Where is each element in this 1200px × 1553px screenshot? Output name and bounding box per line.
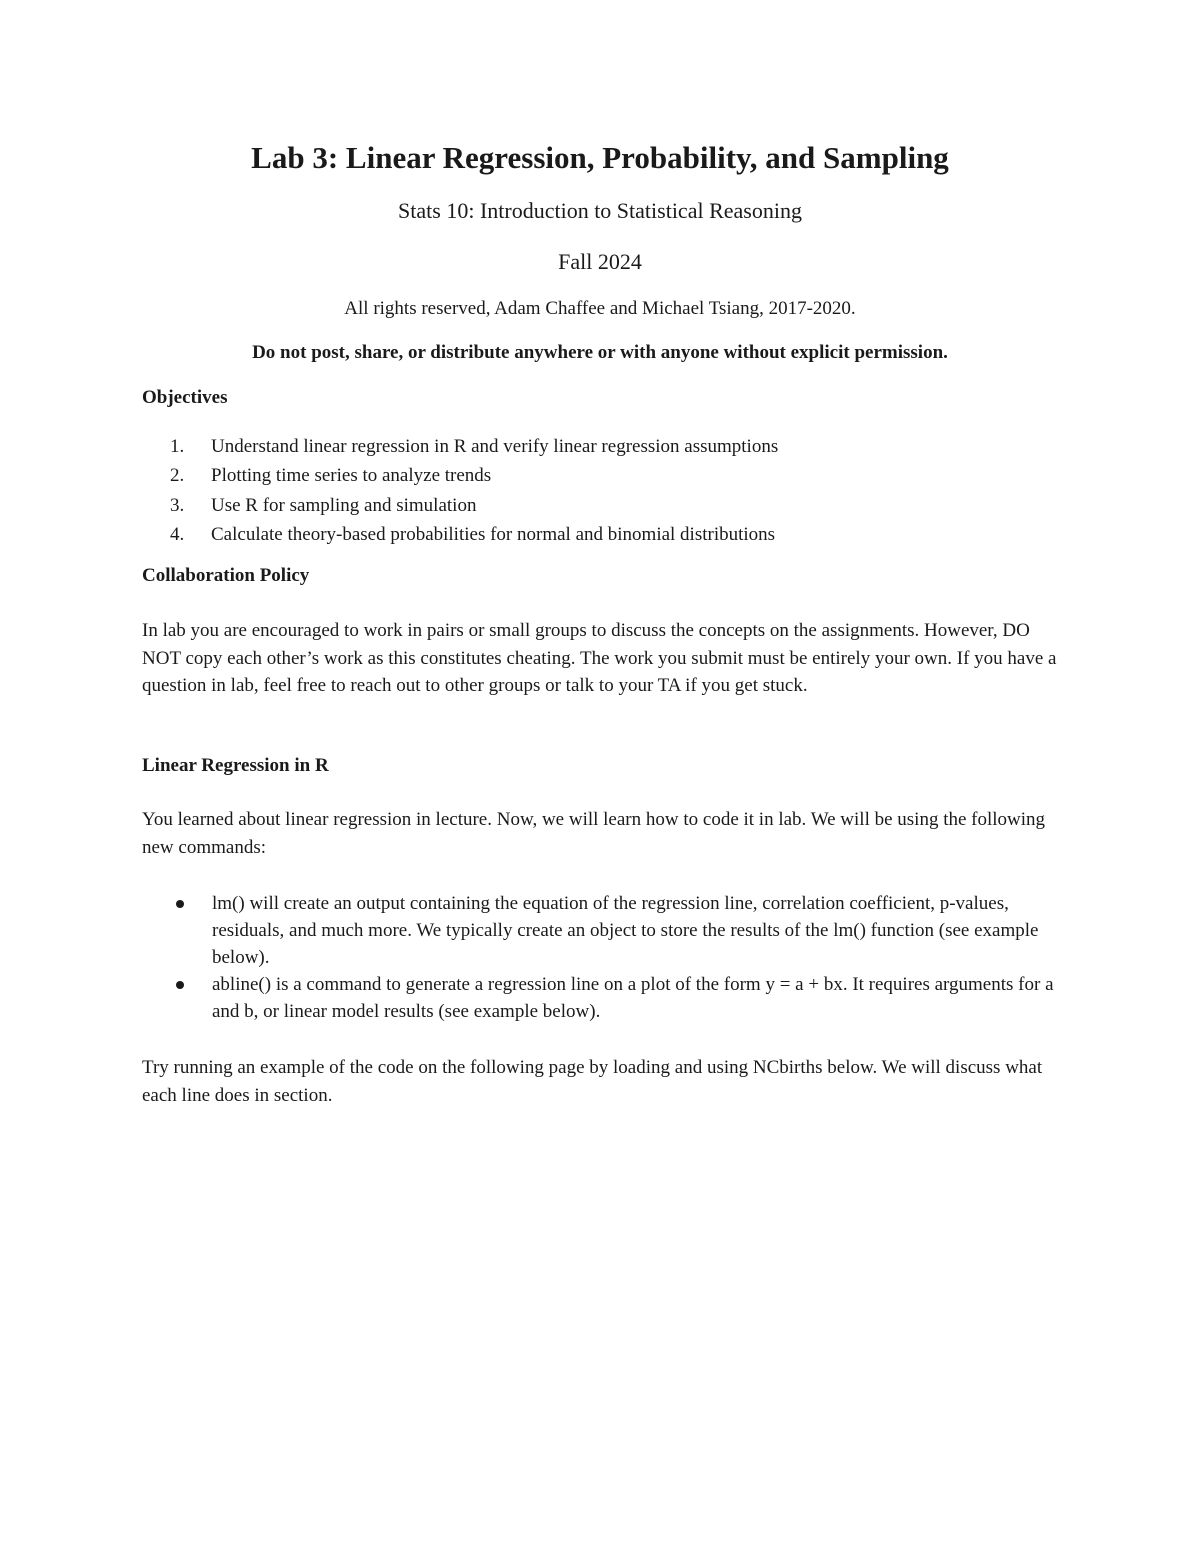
rights-notice: All rights reserved, Adam Chaffee and Michael Tsiang, 2017-2020. (344, 298, 856, 319)
objective-item (170, 491, 778, 520)
distribution-warning: Do not post, share, or distribute anywhere or with anyone without explicit permission. (252, 342, 948, 363)
collaboration-body: In lab you are encouraged to work in pairs or small groups to discuss the concepts on the assignments. However, DO NOT copy each other’s work as this constitutes cheating. The work you submit must be entirely your own. If you have a question in lab, feel free to reach out to other groups or talk to your TA if you get stuck. (142, 620, 1057, 696)
objective-item (170, 432, 778, 461)
linear-regression-heading: Linear Regression in R (142, 755, 329, 776)
command-text: abline() is a command to generate a regression line on a plot of the form y = a + bx. It requires arguments for a and b, or linear model results (see example below). (212, 974, 1054, 1022)
objective-text: Understand linear regression in R and verify linear regression assumptions (211, 436, 779, 457)
objective-item (170, 520, 778, 549)
command-item (172, 890, 1072, 971)
objective-text: Calculate theory-based probabilities for normal and binomial distributions (211, 523, 776, 545)
objective-number: 3. (170, 494, 185, 516)
bullet-icon (176, 981, 184, 989)
linear-regression-intro: You learned about linear regression in lecture. Now, we will learn how to code it in lab. We will be using the following new commands: (142, 809, 1046, 858)
objective-number: 4. (170, 523, 185, 545)
command-text: lm() will create an output containing the equation of the regression line, correlation coefficient, p-values, residuals, and much more. We typically create an object to store the results of the lm() function (see example below). (212, 893, 1039, 968)
objective-number: 1. (170, 436, 185, 457)
command-item (172, 971, 1072, 1025)
document-title: Lab 3: Linear Regression, Probability, and Sampling (251, 140, 949, 175)
objective-text: Use R for sampling and simulation (211, 494, 477, 516)
objective-item (170, 461, 778, 490)
bullet-icon (176, 900, 184, 908)
course-subtitle: Stats 10: Introduction to Statistical Reasoning (398, 198, 802, 223)
objectives-list (170, 432, 778, 549)
objectives-heading: Objectives (142, 387, 228, 408)
objective-text: Plotting time series to analyze trends (211, 465, 492, 487)
closing-paragraph: Try running an example of the code on the following page by loading and using NCbirths below. We will discuss what each line does in section. (142, 1057, 1043, 1106)
commands-list (172, 890, 1072, 1025)
collaboration-heading: Collaboration Policy (142, 565, 310, 586)
term-label: Fall 2024 (558, 249, 642, 274)
objective-number: 2. (170, 465, 185, 487)
